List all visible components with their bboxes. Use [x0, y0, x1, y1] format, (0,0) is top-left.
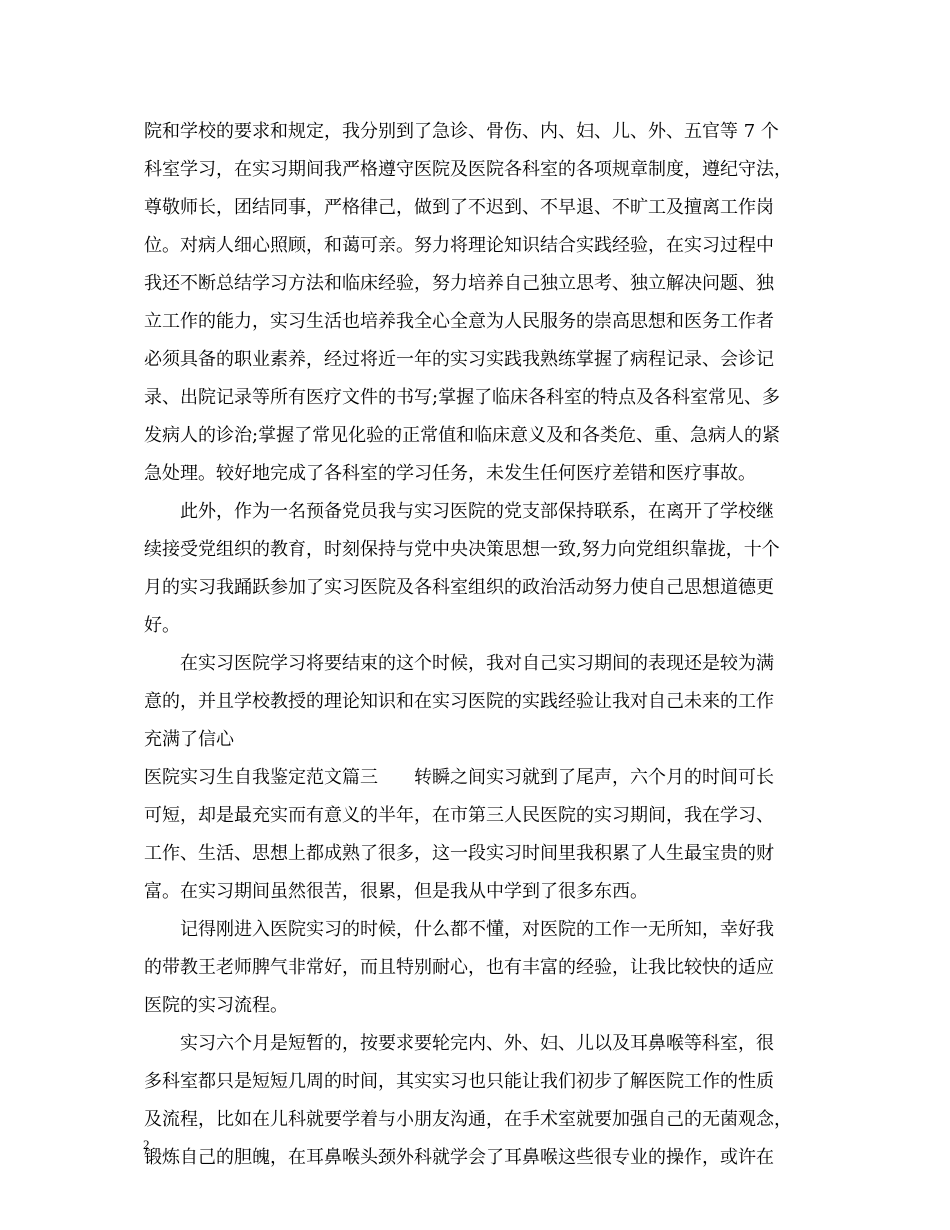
text-line: 续接受党组织的教育，时刻保持与党中央决策思想一致,努力向党组织靠拢，十个 — [144, 539, 780, 560]
page-number: 2 — [143, 1137, 150, 1152]
text-line: 意的，并且学校教授的理论知识和在实习医院的实践经验让我对自己未来的工作 — [144, 691, 774, 712]
text-line: 好。 — [144, 615, 180, 636]
text-line: 科室学习，在实习期间我严格遵守医院及医院各科室的各项规章制度，遵纪守法， — [144, 159, 792, 180]
text-line: 发病人的诊治;掌握了常见化验的正常值和临床意义及和各类危、重、急病人的紧 — [144, 425, 781, 446]
text-line: 锻炼自己的胆魄，在耳鼻喉头颈外科就学会了耳鼻喉这些很专业的操作，或许在 — [144, 1147, 774, 1168]
text-line: 医院的实习流程。 — [144, 995, 288, 1016]
text-line: 充满了信心 — [144, 729, 234, 750]
text-line: 此外，作为一名预备党员我与实习医院的党支部保持联系，在离开了学校继 — [144, 501, 774, 522]
text-line: 院和学校的要求和规定，我分别到了急诊、骨伤、内、妇、儿、外、五官等 7 个 — [144, 121, 779, 142]
text-line: 尊敬师长，团结同事，严格律己，做到了不迟到、不早退、不旷工及擅离工作岗 — [144, 197, 774, 218]
text-line: 在实习医院学习将要结束的这个时候，我对自己实习期间的表现还是较为满 — [144, 653, 774, 674]
text-line: 工作、生活、思想上都成熟了很多，这一段实习时间里我积累了人生最宝贵的财 — [144, 843, 774, 864]
text-line: 我还不断总结学习方法和临床经验，努力培养自己独立思考、独立解决问题、独 — [144, 273, 774, 294]
text-line: 必须具备的职业素养，经过将近一年的实习实践我熟练掌握了病程记录、会诊记 — [144, 349, 774, 370]
text-line: 及流程，比如在儿科就要学着与小朋友沟通，在手术室就要加强自己的无菌观念， — [144, 1109, 792, 1130]
text-line: 记得刚进入医院实习的时候，什么都不懂，对医院的工作一无所知，幸好我 — [144, 919, 774, 940]
text-line: 多科室都只是短短几周的时间，其实实习也只能让我们初步了解医院工作的性质 — [144, 1071, 774, 1092]
text-line: 可短，却是最充实而有意义的半年，在市第三人民医院的实习期间，我在学习、 — [144, 805, 774, 826]
text-line: 录、出院记录等所有医疗文件的书写;掌握了临床各科室的特点及各科室常见、多 — [144, 387, 781, 408]
text-line: 的带教王老师脾气非常好，而且特别耐心，也有丰富的经验，让我比较快的适应 — [144, 957, 774, 978]
text-line: 位。对病人细心照顾，和蔼可亲。努力将理论知识结合实践经验，在实习过程中 — [144, 235, 774, 256]
text-line: 医院实习生自我鉴定范文篇三 转瞬之间实习就到了尾声，六个月的时间可长 — [144, 767, 774, 788]
text-line: 月的实习我踊跃参加了实习医院及各科室组织的政治活动努力使自己思想道德更 — [144, 577, 774, 598]
text-line: 富。在实习期间虽然很苦，很累，但是我从中学到了很多东西。 — [144, 881, 648, 902]
text-line: 立工作的能力，实习生活也培养我全心全意为人民服务的崇高思想和医务工作者 — [144, 311, 774, 332]
text-line: 实习六个月是短暂的，按要求要轮完内、外、妇、儿以及耳鼻喉等科室，很 — [144, 1033, 774, 1054]
text-line: 急处理。较好地完成了各科室的学习任务，未发生任何医疗差错和医疗事故。 — [144, 463, 756, 484]
